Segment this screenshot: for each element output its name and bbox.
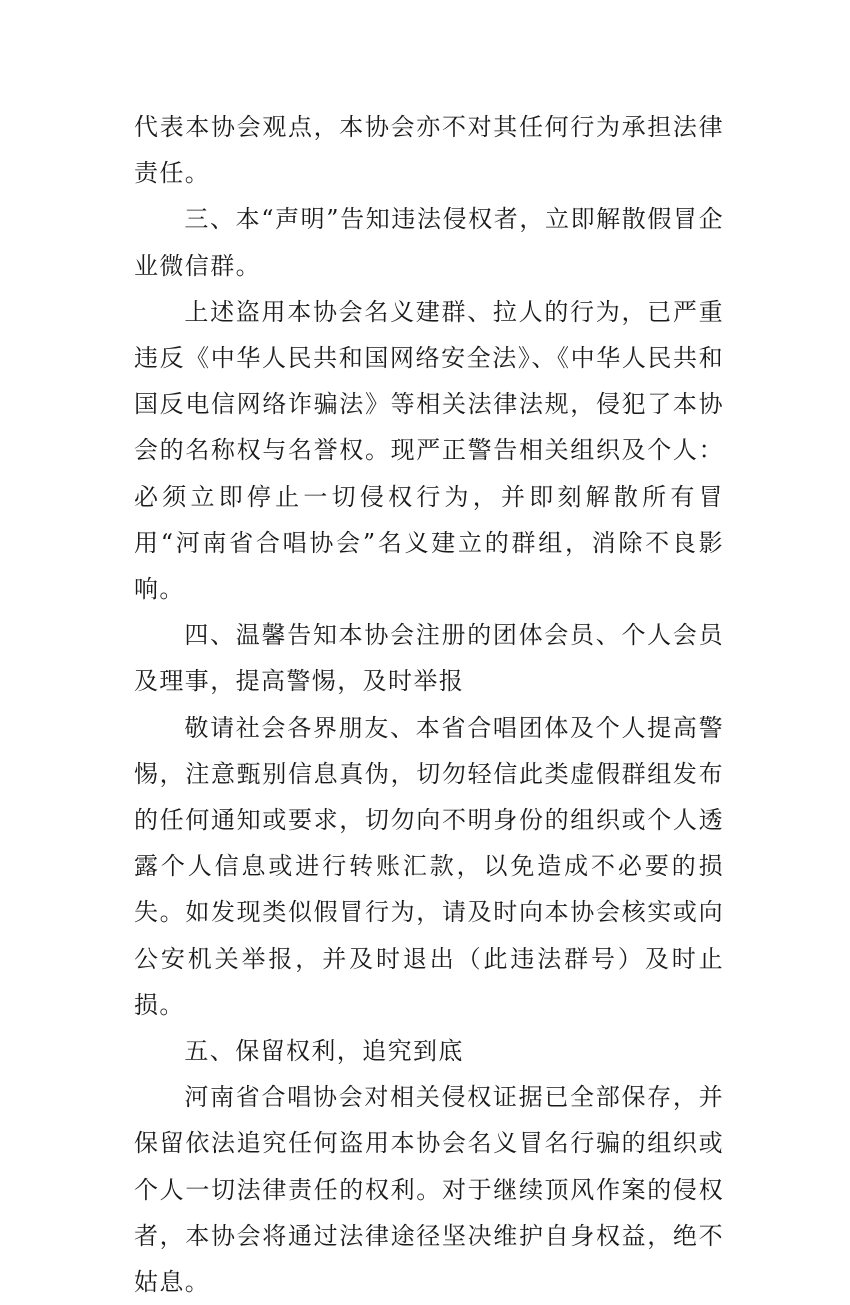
paragraph-continuation: 代表本协会观点，本协会亦不对其任何行为承担法律责任。 bbox=[134, 113, 724, 188]
paragraph-public-notice: 敬请社会各界朋友、本省合唱团体及个人提高警惕，注意甄别信息真伪，切勿轻信此类虚假群组发布的任何通知或要求，切勿向不明身份的组织或个人透露个人信息或进行转账汇款，以免造成不必要的损失。如发现类似假冒行为，请及时向本协会核实或向公安机关举报，并及时退出（此违法群号）及时止损。 bbox=[134, 713, 724, 1019]
paragraph-rights-reserved: 河南省合唱协会对相关侵权证据已全部保存，并保留依法追究任何盗用本协会名义冒名行骗的组织或个人一切法律责任的权利。对于继续顶风作案的侵权者，本协会将通过法律途径坚决维护自身权益，绝不姑息。 bbox=[134, 1083, 724, 1297]
document-body bbox=[134, 104, 724, 1305]
paragraph-warning: 上述盗用本协会名义建群、拉人的行为，已严重违反《中华人民共和国网络安全法》、《中华人民共和国反电信网络诈骗法》等相关法律法规，侵犯了本协会的名称权与名誉权。现严正警告相关组织及个人：必须立即停止一切侵权行为，并即刻解散所有冒用“河南省合唱协会”名义建立的群组，消除不良影响。 bbox=[134, 297, 724, 604]
section-heading-five: 五、保留权利，追究到底 bbox=[184, 1037, 464, 1066]
section-heading-three: 三、本“声明”告知违法侵权者，立即解散假冒企业微信群。 bbox=[134, 205, 724, 280]
section-heading-four: 四、温馨告知本协会注册的团体会员、个人会员及理事，提高警惕，及时举报 bbox=[134, 621, 724, 696]
